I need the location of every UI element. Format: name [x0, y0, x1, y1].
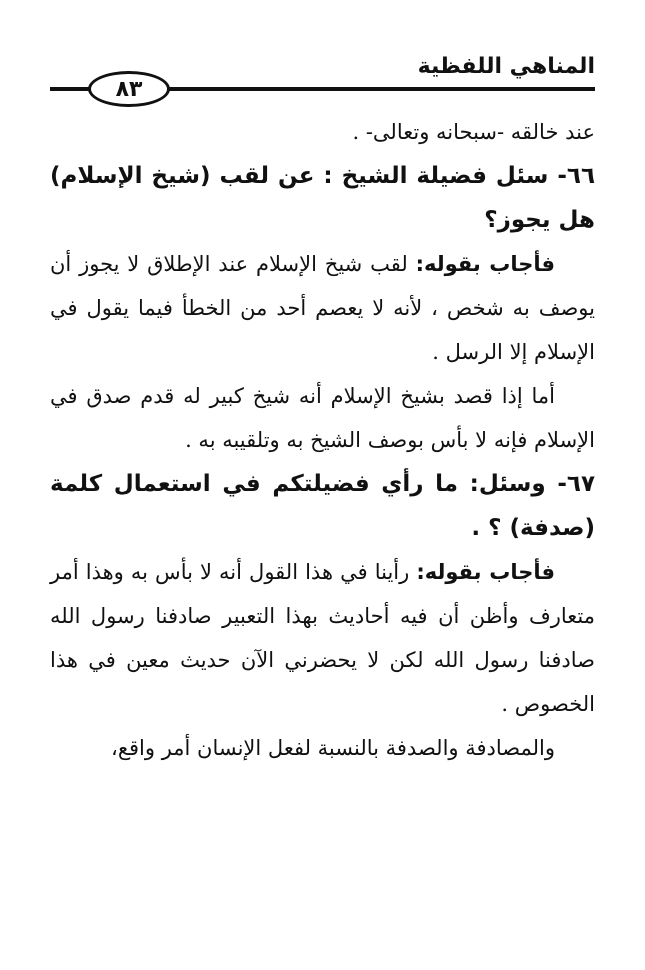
paragraph-continuation: عند خالقه -سبحانه وتعالى- .	[352, 120, 595, 144]
answer-67	[50, 550, 595, 726]
answer-67-lead: فأجاب بقوله:	[416, 560, 555, 584]
paragraph-ama: أما إذا قصد بشيخ الإسلام أنه شيخ كبير له قدم صدق في الإسلام فإنه لا بأس بوصف الشيخ به وتلقيبه به .	[50, 384, 595, 452]
question-67: ٦٧- وسئل: ما رأي فضيلتكم في استعمال كلمة (صدفة) ؟ .	[50, 471, 595, 541]
running-title: المناهي اللفظية	[417, 54, 595, 79]
answer-67-text: رأينا في هذا القول أنه لا بأس به وهذا أمر متعارف وأظن أن فيه أحاديث بهذا التعبير صادفنا رسول الله صادفنا رسول الله لكن لا يحضرني الآن حديث معين في هذا الخصوص .	[50, 560, 595, 716]
answer-66	[50, 242, 595, 374]
page-number-badge	[88, 71, 170, 107]
answer-66-lead: فأجاب بقوله:	[415, 252, 555, 276]
question-66: ٦٦- سئل فضيلة الشيخ : عن لقب (شيخ الإسلام) هل يجوز؟	[50, 163, 595, 233]
page-number: ٨٣	[115, 76, 143, 102]
page-body	[50, 110, 595, 770]
paragraph-last: والمصادفة والصدفة بالنسبة لفعل الإنسان أمر واقع،	[111, 736, 555, 760]
page-header	[50, 54, 595, 104]
answer-66-text: لقب شيخ الإسلام عند الإطلاق لا يجوز أن يوصف به شخص ، لأنه لا يعصم أحد من الخطأ فيما يقول في الإسلام إلا الرسل .	[50, 252, 595, 364]
